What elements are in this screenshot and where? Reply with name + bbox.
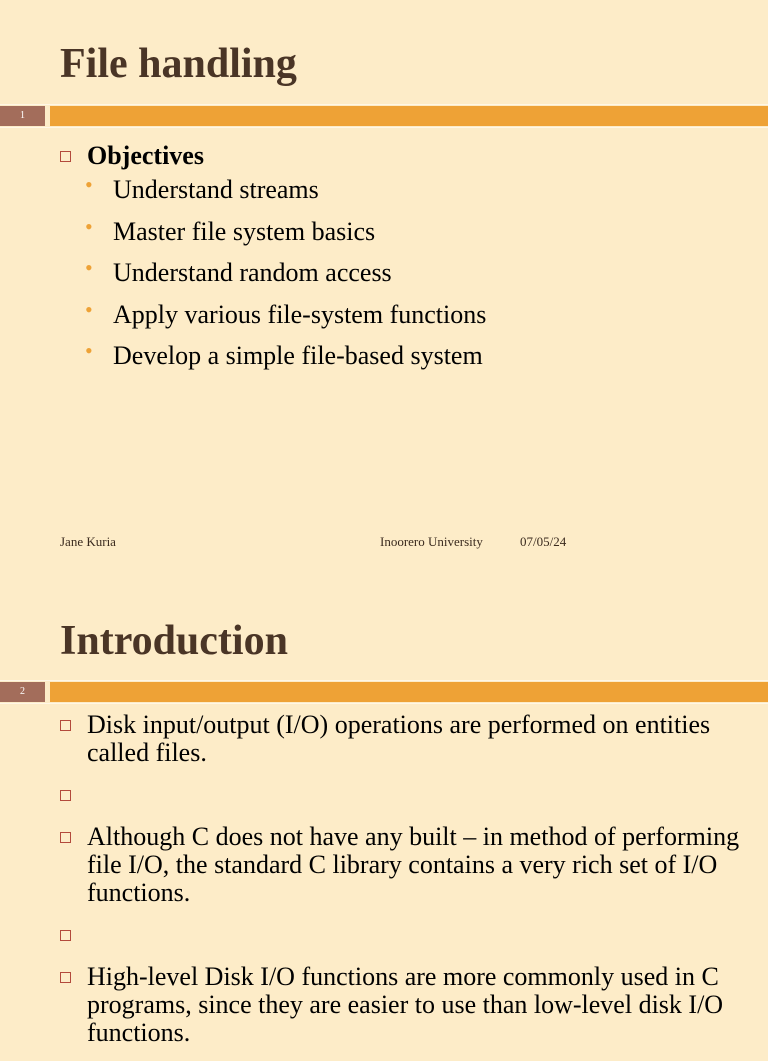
objective-text: Master file system basics: [113, 216, 376, 246]
title-rule: [0, 679, 768, 705]
slide-title: File handling: [60, 41, 297, 87]
bullet-list: [60, 711, 748, 1061]
rule-line: [0, 703, 768, 704]
footer-author: Jane Kuria: [60, 534, 116, 549]
bullet-dot-icon: •: [85, 213, 93, 239]
item-text: High-level Disk I/O functions are more commonly used in C programs, since they are easier to use than low-level disk I/O functions.: [87, 962, 724, 1047]
footer-institution: Inoorero University: [380, 534, 483, 549]
list-item: [60, 213, 748, 260]
list-item: [60, 963, 748, 1047]
objective-text: Apply various file-system functions: [113, 299, 487, 329]
bullet-list: [60, 142, 748, 384]
accent-bar: [50, 682, 768, 702]
rule-line: [0, 680, 768, 681]
accent-bar: [50, 106, 768, 126]
bullet-dot-icon: •: [85, 338, 93, 363]
square-bullet-icon: [60, 790, 71, 801]
objective-text: Develop a simple file-based system: [113, 341, 483, 370]
list-item: [60, 172, 748, 218]
footer-date: 07/05/24: [520, 534, 567, 549]
objectives-heading: Objectives: [87, 141, 204, 170]
objective-text: Understand random access: [113, 258, 392, 287]
square-bullet-icon: [60, 972, 71, 983]
slide-number: 1: [0, 106, 45, 126]
list-item-objectives: [60, 142, 748, 176]
sub-list-container: [60, 172, 748, 384]
square-bullet-icon: [60, 151, 71, 162]
rule-line: [0, 127, 768, 128]
item-text: Although C does not have any built – in method of performing file I/O, the standard C library contains a very rich set of I/O functions.: [87, 822, 740, 907]
list-item: [60, 296, 748, 343]
square-bullet-icon: [60, 720, 71, 731]
list-item-empty: [60, 921, 748, 949]
objectives-list: [60, 172, 748, 384]
rule-line: [0, 104, 768, 105]
bullet-dot-icon: •: [85, 172, 93, 197]
square-bullet-icon: [60, 930, 71, 941]
slide-number: 2: [0, 682, 45, 702]
bullet-dot-icon: •: [85, 255, 93, 280]
list-item: [60, 255, 748, 301]
bullet-dot-icon: •: [85, 296, 93, 322]
slide-2: [0, 580, 768, 1047]
square-bullet-icon: [60, 832, 71, 843]
list-item: [60, 711, 748, 767]
item-text: Disk input/output (I/O) operations are performed on entities called files.: [87, 710, 711, 767]
list-item: [60, 823, 748, 907]
list-item: [60, 338, 748, 384]
title-rule: [0, 103, 768, 129]
objective-text: Understand streams: [113, 175, 319, 204]
slide-title: Introduction: [60, 618, 288, 664]
list-item-empty: [60, 781, 748, 809]
